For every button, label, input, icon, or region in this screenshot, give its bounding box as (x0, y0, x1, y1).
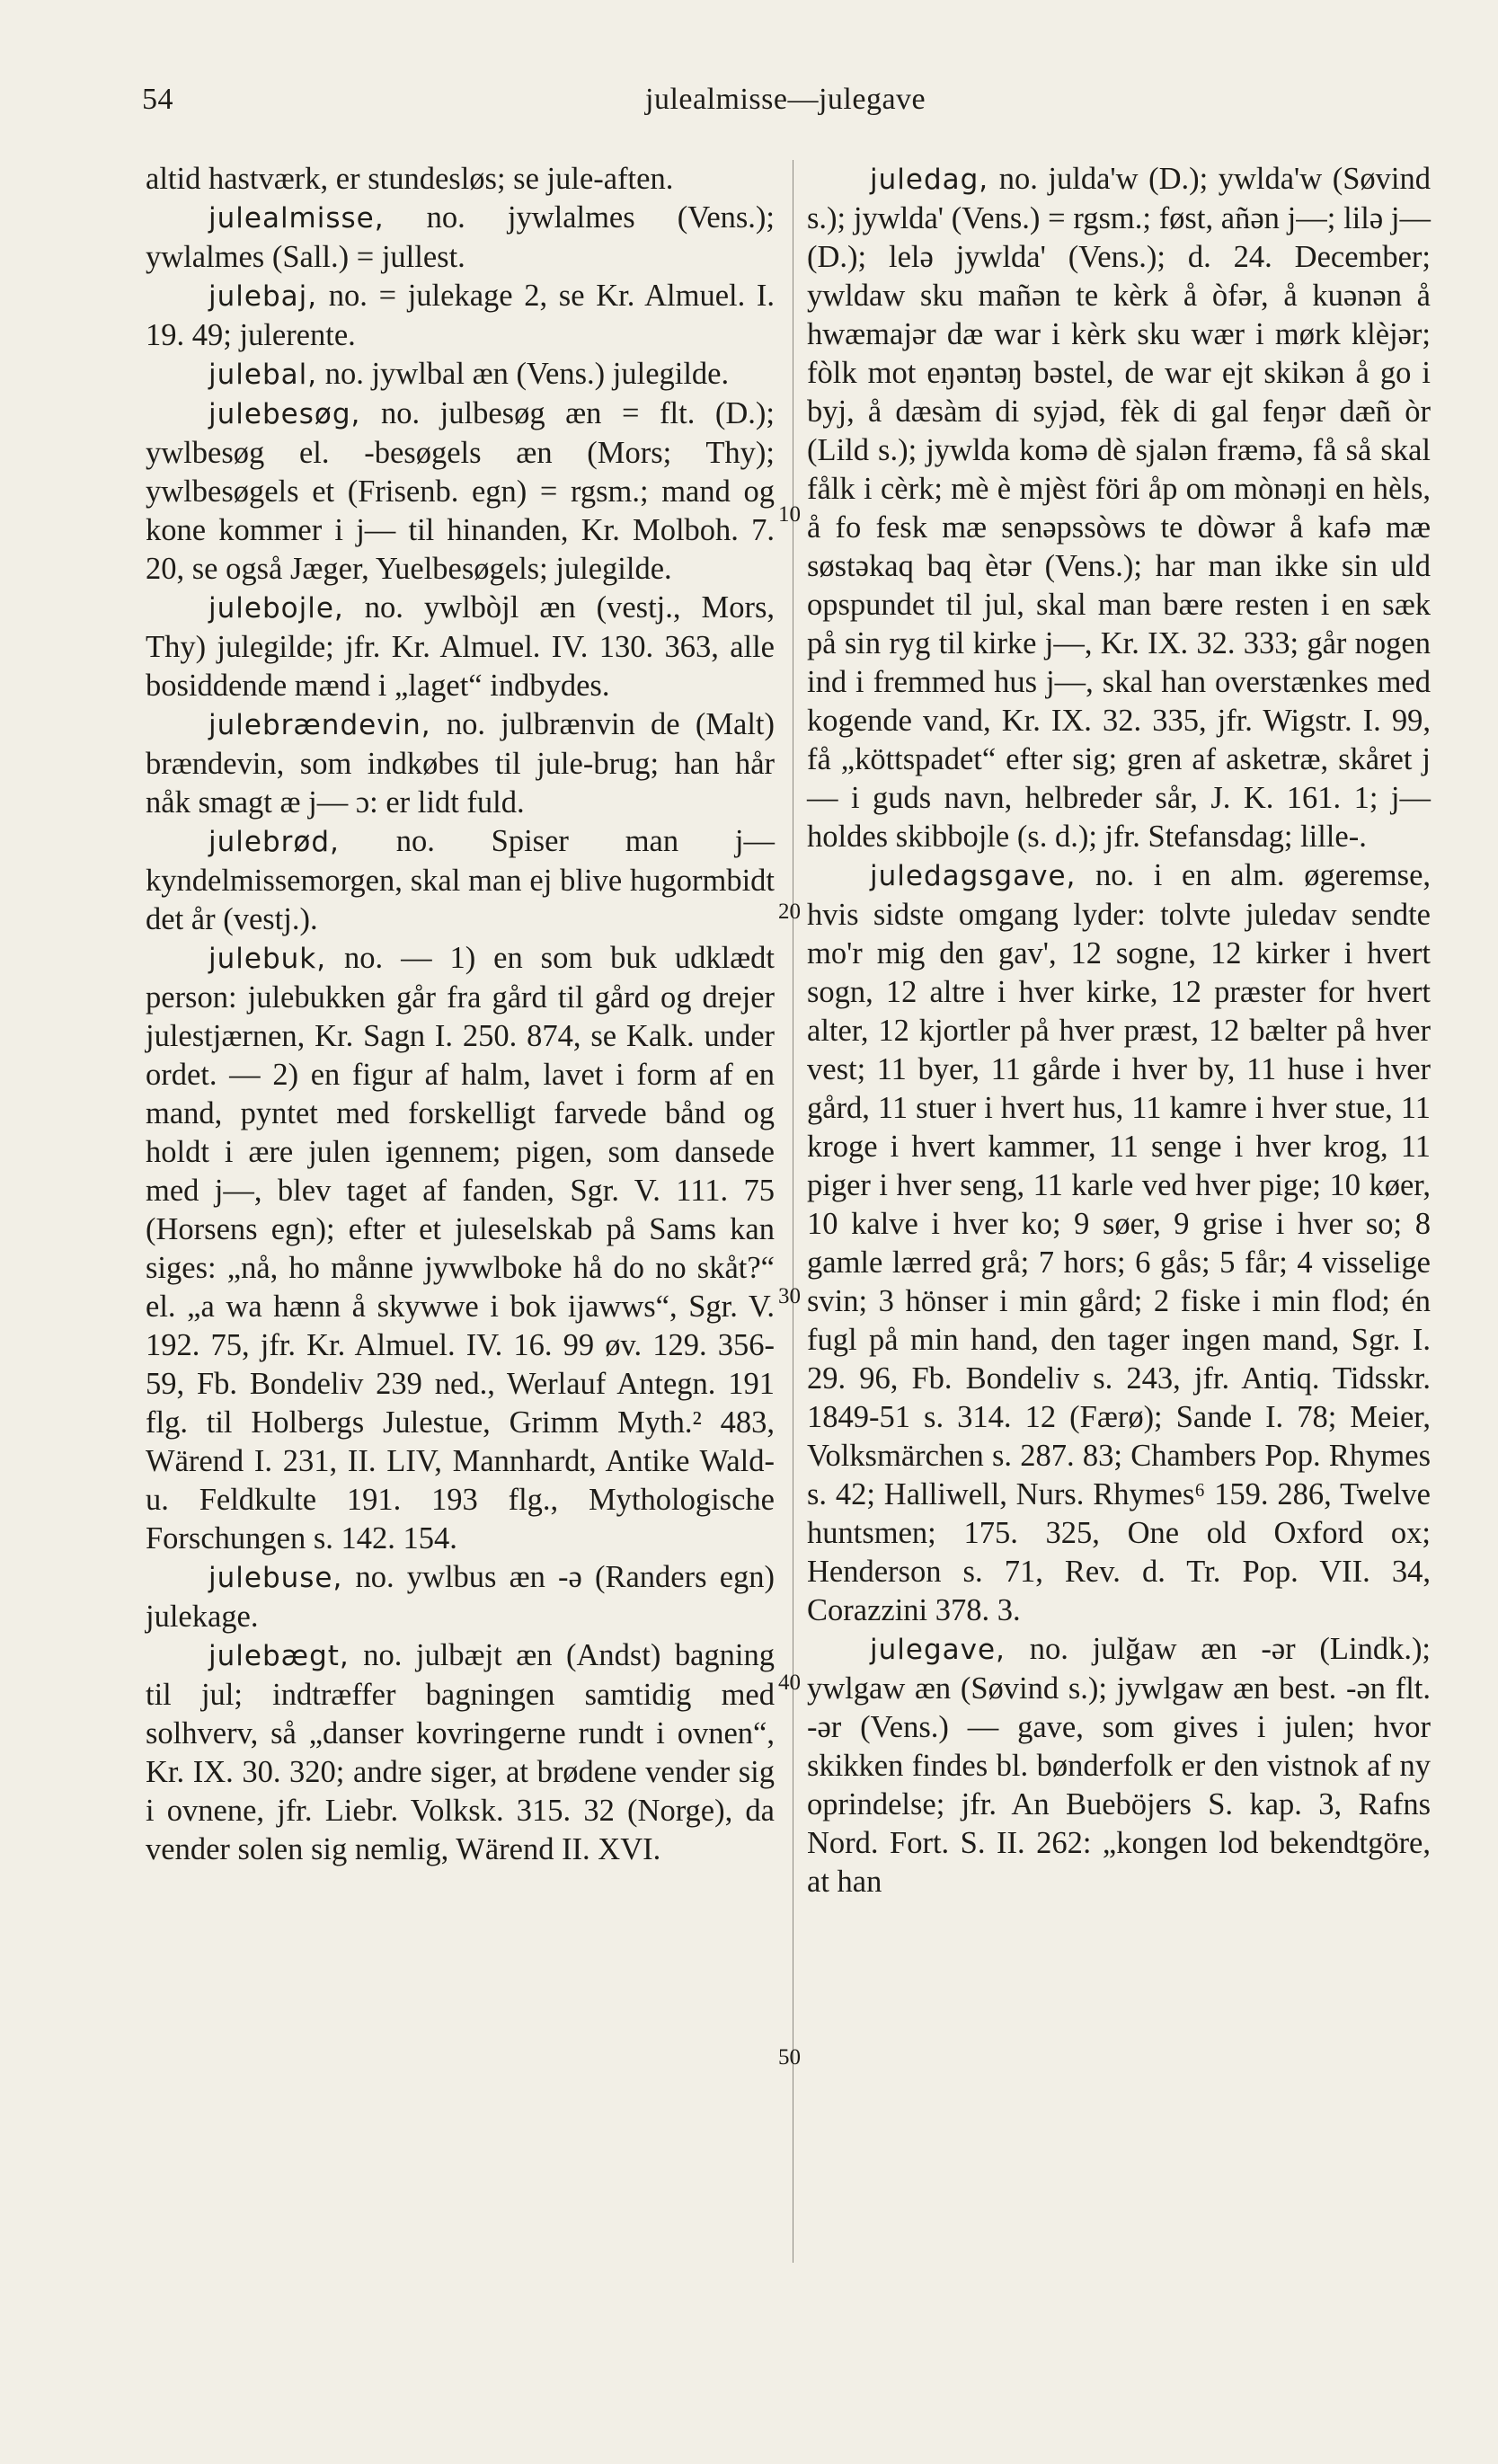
headword: julebesøg, (208, 398, 361, 430)
entry-juledag (807, 160, 1431, 856)
entry-julealmisse (146, 199, 775, 277)
entry-text: altid hastværk, er stundesløs; se jule-aften. (146, 162, 674, 196)
entry-julegave (807, 1630, 1431, 1901)
entry-julebraendevin (146, 705, 775, 822)
entry-text: no. ywlbus æn -ə (Randers egn) julekage. (146, 1560, 775, 1634)
headword: julegave, (870, 1634, 1006, 1666)
entry-julebesog (146, 394, 775, 589)
headword: julebrød, (208, 826, 340, 858)
headword: julebrændevin, (208, 709, 431, 741)
entry-julebaj (146, 277, 775, 355)
line-marker-10: 10 (778, 502, 801, 527)
entry-julebaegt (146, 1636, 775, 1869)
headword: julebægt, (208, 1640, 350, 1672)
entry-julebrod (146, 822, 775, 939)
entry-text: no. julbrænvin de (Malt) brændevin, som indkøbes til jule-brug; han hår nåk smagt æ j— ɔ: er lidt fuld. (146, 707, 775, 820)
entry-julebojle (146, 589, 775, 705)
left-column (146, 160, 775, 1869)
line-marker-40: 40 (778, 1671, 801, 1695)
entry-text: no. i en alm. øgeremse, hvis sidste omgang lyder: tolvte juledav sendte mo'r mig den gav', 12 sogne, 12 kirker i hvert sogn, 12 altre i hver kirke, 12 præster for hvert alter, 12 kjortler på hver præst, 12 bælter på hver vest; 11 byer, 11 gårde i hver by, 11 huse i hver gård, 11 stuer i hvert hus, 11 kamre i hver stue, 11 kroge i hvert kammer, 11 senge i hver krog, 11 piger i hver seng, 11 karle ved hver pige; 10 køer, 10 kalve i hver ko; 9 søer, 9 grise i hver so; 8 gamle lærred grå; 7 hors; 6 gås; 5 får; 4 visselige svin; 3 hönser i min gård; 2 fiske i min flod; én fugl på min hand, den tager ingen mand, Sgr. I. 29. 96, Fb. Bondeliv s. 243, jfr. Antiq. Tidsskr. 1849-51 s. 314. 12 (Færø); Sande I. 78; Meier, Volksmärchen s. 287. 83; Chambers Pop. Rhymes s. 42; Halliwell, Nurs. Rhymes⁶ 159. 286, Twelve huntsmen; 175. 325, One old Oxford ox; Henderson s. 71, Rev. d. Tr. Pop. VII. 34, Corazzini 378. 3. (807, 858, 1432, 1627)
line-marker-30: 30 (778, 1284, 801, 1308)
entry-continuation (146, 160, 775, 199)
entry-text: no. — 1) en som buk udklædt person: julebukken går fra gård til gård og drejer julestjærnen, Kr. Sagn I. 250. 874, se Kalk. under ordet. — 2) en figur af halm, lavet i form af en mand, pyntet med forskelligt farvede bånd og holdt i ære julen igennem; pigen, som dansede med j—, blev taget af fanden, Sgr. V. 111. 75 (Horsens egn); efter et juleselskab på Sams kan siges: „nå, ho månne jywwlboke hå do no skåt?“ el. „a wa hænn å skywwe i bok ijawws“, Sgr. V. 192. 75, jfr. Kr. Almuel. IV. 16. 99 øv. 129. 356-59, Fb. Bondeliv 239 ned., Werlauf Antegn. 191 flg. til Holbergs Julestue, Grimm Myth.² 483, Wärend I. 231, II. LIV, Mannhardt, Antike Wald- u. Feldkulte 191. 193 flg., Mythologische Forschungen s. 142. 154. (146, 941, 775, 1556)
right-column (807, 160, 1431, 1901)
entry-text: no. = julekage 2, se Kr. Almuel. I. 19. 49; julerente. (146, 279, 776, 352)
line-marker-50: 50 (778, 2045, 801, 2070)
headword: julebojle, (208, 592, 344, 625)
page-header (142, 83, 1436, 128)
headword: julebuse, (208, 1562, 343, 1594)
entry-text: no. julbæjt æn (Andst) bagning til jul; indtræffer bagningen samtidig med solhverv, så „danser kovringerne rundt i ovnen“, Kr. IX. 30. 320; andre siger, at brødene vender sig i ovnene, jfr. Liebr. Volksk. 315. 32 (Norge), da vender solen sig nemlig, Wärend II. XVI. (146, 1638, 776, 1866)
running-head: julealmisse—julegave (645, 83, 926, 116)
headword: juledagsgave, (870, 860, 1077, 892)
entry-julebuse (146, 1558, 775, 1636)
headword: julebal, (208, 359, 318, 391)
headword: julebuk, (208, 943, 327, 975)
entry-text: no. Spiser man j— kyndelmissemorgen, skal man ej blive hugormbidt det år (vestj.). (146, 824, 776, 936)
headword: julebaj, (208, 280, 318, 313)
entry-text: no. julda'w (D.); ywlda'w (Søvind s.); jywlda' (Vens.) = rgsm.; føst, añən j—; lilə j— (D.); lelə jywlda' (Vens.); d. 24. December; ywldaw sku mañən te kèrk å òfər, å kuənən å hwæmajər dæ war i kèrk sku wær i mørk klèjər; fòlk mot eŋəntəŋ bəstel, de war ejt skikən å go i byj, å dæsàm di syjəd, fèk di gal feŋər dæñ òr (Lild s.); jywlda komə dè sjalən fræmə, få så skal fålk i cèrk; mè è mjèst föri åp om mònəŋi en hèls, å fo fesk mæ senəpssòws te dòwər å kafə mæ søstəkaq baq ètər (Vens.); har man ikke sin uld opspundet til jul, skal man bære resten i en sæk på sin ryg til kirke j—, Kr. IX. 32. 333; går nogen ind i fremmed hus j—, skal han overstænkes med kogende vand, Kr. IX. 32. 335, jfr. Wigstr. I. 99, få „köttspadet“ efter sig; gren af asketræ, skåret j— i guds navn, helbreder sår, J. K. 161. 1; j— holdes skibbojle (s. d.); jfr. Stefansdag; lille-. (807, 162, 1432, 854)
entry-juledagsgave (807, 856, 1431, 1630)
headword: juledag, (870, 164, 989, 196)
entry-text: no. jywlbal æn (Vens.) julegilde. (324, 357, 730, 391)
line-marker-20: 20 (778, 900, 801, 924)
page-number: 54 (142, 83, 173, 116)
entry-text: no. jywlalmes (Vens.); ywlalmes (Sall.) = jullest. (146, 200, 776, 274)
entry-text: no. julğaw æn -ər (Lindk.); ywlgaw æn (Søvind s.); jywlgaw æn best. -ən flt. -ər (Vens.) — gave, som gives i julen; hvor skikken findes bl. bønderfolk er den vistnok af ny oprindelse; jfr. An Bueböjers S. kap. 3, Rafns Nord. Fort. S. II. 262: „kongen lod bekendtgöre, at han (807, 1632, 1432, 1899)
entry-julebuk (146, 939, 775, 1558)
entry-julebal (146, 355, 775, 394)
entry-text: no. julbesøg æn = flt. (D.); ywlbesøg el. -besøgels æn (Mors; Thy); ywlbesøgels et (Frisenb. egn) = rgsm.; mand og kone kommer i j— til hinanden, Kr. Molboh. 7. 20, se også Jæger, Yuelbesøgels; julegilde. (146, 396, 776, 586)
headword: julealmisse, (208, 202, 385, 235)
entry-text: no. ywlbòjl æn (vestj., Mors, Thy) julegilde; jfr. Kr. Almuel. IV. 130. 363, alle bosiddende mænd i „laget“ indbydes. (146, 590, 775, 703)
